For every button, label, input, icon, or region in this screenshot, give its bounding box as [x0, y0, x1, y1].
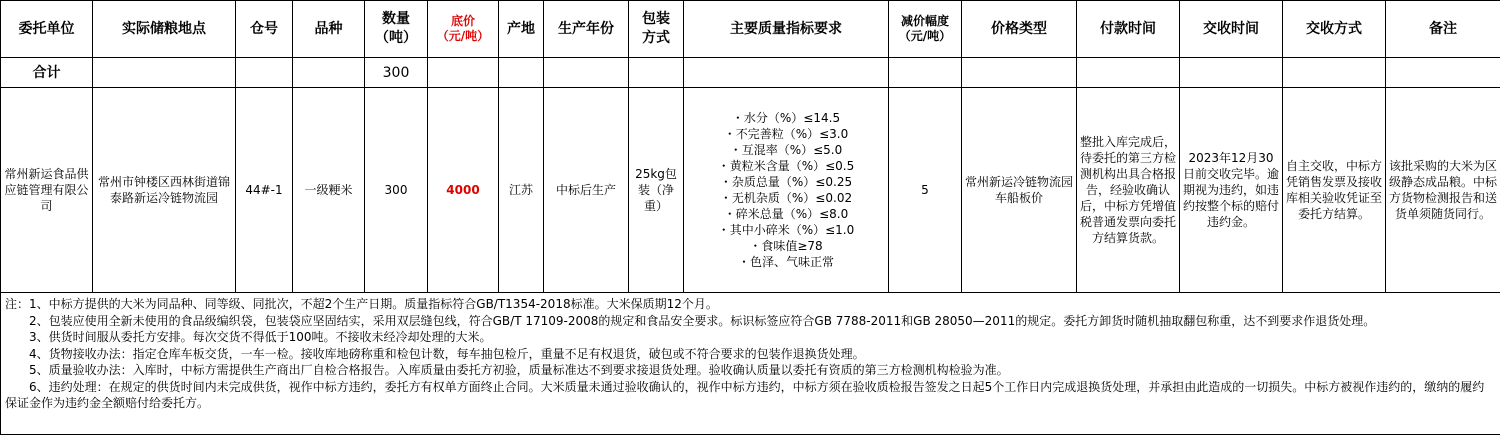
- quality-item: ・不完善粒（%）≤3.0: [687, 126, 885, 142]
- total-empty-cell: [962, 58, 1077, 88]
- total-empty-cell: [93, 58, 236, 88]
- total-empty-cell: [428, 58, 499, 88]
- header-storage-location: 实际储粮地点: [93, 1, 236, 58]
- cell-delivery-method: 自主交收，中标方凭销售发票及接收库相关验收凭证至委托方结算。: [1283, 88, 1386, 293]
- quality-item: ・色泽、气味正常: [687, 254, 885, 270]
- total-quantity: 300: [365, 58, 428, 88]
- total-row: [1, 58, 1500, 88]
- quality-item: ・黄粒米含量（%）≤0.5: [687, 158, 885, 174]
- cell-origin: 江苏: [499, 88, 544, 293]
- header-packaging-line1: 包装: [642, 11, 670, 27]
- cell-packaging: 25kg包装（净重）: [629, 88, 684, 293]
- header-origin: 产地: [499, 1, 544, 58]
- cell-entrust-unit: 常州新运食品供应链管理有限公司: [1, 88, 93, 293]
- total-empty-cell: [629, 58, 684, 88]
- header-base-price-line2: （元/吨）: [437, 29, 489, 43]
- header-price-type: 价格类型: [962, 1, 1077, 58]
- cell-quantity: 300: [365, 88, 428, 293]
- total-empty-cell: [499, 58, 544, 88]
- table-row: [1, 88, 1500, 293]
- note-line: 注：1、中标方提供的大米为同品种、同等级、同批次，不超2个生产日期。质量指标符合GB/T1354-2018标准。大米保质期12个月。: [5, 296, 1496, 313]
- header-price-reduction-line1: 减价幅度: [901, 14, 949, 28]
- header-base-price-line1: 底价: [451, 14, 475, 28]
- header-quantity-line1: 数量: [382, 11, 410, 27]
- cell-payment-time: 整批入库完成后，待委托的第三方检测机构出具合格报告，经验收确认后，中标方凭增值税普通发票向委托方结算货款。: [1077, 88, 1180, 293]
- total-label: 合计: [1, 58, 93, 88]
- cell-production-year: 中标后生产: [544, 88, 629, 293]
- header-delivery-time: 交收时间: [1180, 1, 1283, 58]
- header-delivery-method: 交收方式: [1283, 1, 1386, 58]
- total-empty-cell: [1386, 58, 1500, 88]
- header-price-reduction-line2: （元/吨）: [899, 29, 951, 43]
- header-entrust-unit: 委托单位: [1, 1, 93, 58]
- quality-item: ・水分（%）≤14.5: [687, 110, 885, 126]
- header-payment-time: 付款时间: [1077, 1, 1180, 58]
- cell-price-reduction: 5: [889, 88, 962, 293]
- header-production-year: 生产年份: [544, 1, 629, 58]
- header-base-price: [428, 1, 499, 58]
- total-empty-cell: [293, 58, 365, 88]
- quality-item: ・互混率（%）≤5.0: [687, 142, 885, 158]
- note-line: 6、违约处理：在规定的供货时间内未完成供货，视作中标方违约，委托方有权单方面终止合同。大米质量未通过验收确认的，视作中标方违约，中标方须在验收质检报告签发之日起5个工作日内完成退换货处理，并承担由此造成的一切损失。中标方被视作违约的，缴纳的履约保证金作为违约金全额赔付给委托方。: [5, 379, 1496, 412]
- note-line: 4、货物接收办法：指定仓库车板交货，一车一检。接收库地磅称重和检包计数，每车抽包检斤，重量不足有权退货，破包或不符合要求的包装作退换货处理。: [5, 346, 1496, 363]
- header-row: [1, 1, 1500, 58]
- notes-cell: [1, 293, 1500, 435]
- cell-delivery-time: 2023年12月30日前交收完毕。逾期视为违约，如违约按整个标的赔付违约金。: [1180, 88, 1283, 293]
- total-empty-cell: [1077, 58, 1180, 88]
- header-packaging: [629, 1, 684, 58]
- cell-price-type: 常州新运冷链物流园车船板价: [962, 88, 1077, 293]
- header-warehouse-no: 仓号: [236, 1, 293, 58]
- header-price-reduction: [889, 1, 962, 58]
- header-remarks: 备注: [1386, 1, 1500, 58]
- total-empty-cell: [1180, 58, 1283, 88]
- cell-remarks: 该批采购的大米为区级静态成品粮。中标方货物检测报告和送货单须随货同行。: [1386, 88, 1500, 293]
- total-empty-cell: [889, 58, 962, 88]
- header-quantity-line2: （吨）: [375, 30, 417, 46]
- cell-variety: 一级粳米: [293, 88, 365, 293]
- quality-item: ・杂质总量（%）≤0.25: [687, 174, 885, 190]
- note-line: 3、供货时间服从委托方安排。每次交货不得低于100吨。不接收未经冷却处理的大米。: [5, 329, 1496, 346]
- quality-item: ・其中小碎米（%）≤1.0: [687, 222, 885, 238]
- notes-row: [1, 293, 1500, 435]
- header-quantity: [365, 1, 428, 58]
- note-line: 5、质量验收办法：入库时，中标方需提供生产商出厂自检合格报告。入库质量由委托方初验，质量标准达不到要求接退货处理。验收确认质量以委托有资质的第三方检测机构检验为准。: [5, 362, 1496, 379]
- cell-storage-location: 常州市钟楼区西林街道锦泰路新运冷链物流园: [93, 88, 236, 293]
- total-empty-cell: [544, 58, 629, 88]
- cell-quality-list: [684, 88, 889, 293]
- header-quality-requirements: 主要质量指标要求: [684, 1, 889, 58]
- total-empty-cell: [236, 58, 293, 88]
- header-variety: 品种: [293, 1, 365, 58]
- note-line: 2、包装应使用全新未使用的食品级编织袋，包装袋应坚固结实，采用双层缝包线，符合GB/T 17109-2008的规定和食品安全要求。标识标签应符合GB 7788-2011和GB 28050—2011的规定。委托方卸货时随机抽取翻包称重，达不到要求作退货处理。: [5, 313, 1496, 330]
- quality-item: ・碎米总量（%）≤8.0: [687, 206, 885, 222]
- cell-warehouse-no: 44#-1: [236, 88, 293, 293]
- header-packaging-line2: 方式: [642, 30, 670, 46]
- quality-item: ・食味值≥78: [687, 238, 885, 254]
- quality-item: ・无机杂质（%）≤0.02: [687, 190, 885, 206]
- total-empty-cell: [1283, 58, 1386, 88]
- cell-base-price: 4000: [428, 88, 499, 293]
- total-empty-cell: [684, 58, 889, 88]
